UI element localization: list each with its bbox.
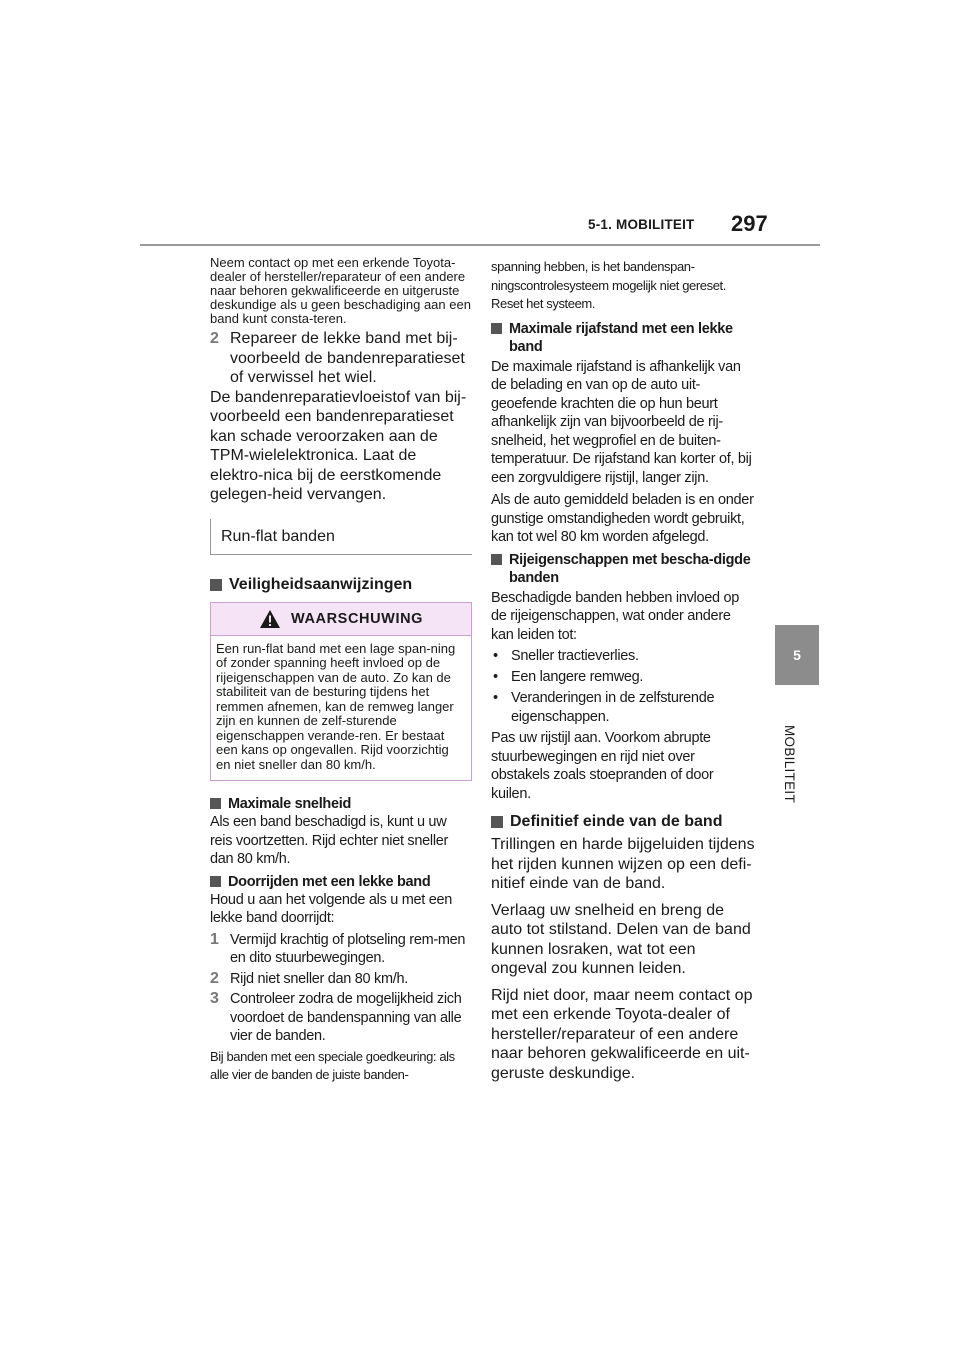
chapter-tab: 5 <box>775 625 819 685</box>
square-bullet-icon <box>210 579 222 591</box>
safety-heading <box>210 575 472 595</box>
step-text: Rijd niet sneller dan 80 km/h. <box>230 970 408 987</box>
step-number: 1 <box>210 930 219 948</box>
runflat-section-box <box>210 519 472 555</box>
bullet-dot-icon: • <box>493 648 498 664</box>
continue-heading-text: Doorrijden met een lekke band <box>228 873 431 890</box>
step-number: 2 <box>210 330 219 347</box>
step-number: 3 <box>210 990 219 1007</box>
step-item <box>210 931 472 968</box>
continue-text: Houd u aan het volgende als u met een lekke band doorrijdt: <box>210 891 453 926</box>
note-continuation: spanning hebben, is het bandenspan-ningscontrolesysteem mogelijk niet gereset. Reset het systeem. <box>491 259 726 311</box>
step-text: Vermijd krachtig of plotseling rem-men en dito stuurbewegingen. <box>230 931 466 966</box>
square-bullet-icon <box>210 876 221 887</box>
bullet-dot-icon: • <box>493 669 498 685</box>
max-speed-text: Als een band beschadigd is, kunt u uw reis voortzetten. Rijd echter niet sneller dan 80 km/h. <box>210 814 449 867</box>
square-bullet-icon <box>491 816 503 828</box>
note-text: Bij banden met een speciale goedkeuring: als alle vier de banden de juiste banden- <box>210 1048 455 1082</box>
warning-header <box>211 603 471 636</box>
range-text-2: Als de auto gemiddeld beladen is en onder gunstige omstandigheden wordt gebruikt, kan tot wel 80 km worden afgelegd. <box>491 492 754 545</box>
step-text: Repareer de lekke band met bij-voorbeeld de bandenreparatieset of verwissel het wiel. <box>230 330 465 386</box>
handling-heading-text: Rijeigenschappen met bescha-digde banden <box>509 551 751 586</box>
handling-heading <box>491 551 755 587</box>
max-speed-heading-text: Maximale snelheid <box>228 796 352 812</box>
warning-box <box>210 602 472 782</box>
handling-text: Beschadigde banden hebben invloed op de rijeigenschappen, wat onder andere kan leiden tot: <box>491 589 740 643</box>
list-item-text: Sneller tractieverlies. <box>511 648 639 664</box>
square-bullet-icon <box>491 554 502 565</box>
continue-heading <box>210 873 472 891</box>
repair-fluid-paragraph: De bandenreparatievloeistof van bij-voorbeeld een bandenreparatieset kan schade veroorzaken aan de TPM-wielelektronica. Laat de elektro-nica bij de eerstkomende gelegen-heid vervangen. <box>210 388 467 503</box>
step-item <box>210 990 472 1046</box>
end-heading-text: Definitief einde van de band <box>510 813 723 830</box>
step-text: Controleer zodra de mogelijkheid zich voordoet de bandenspanning van alle vier de banden. <box>230 991 462 1044</box>
end-text-1: Trillingen en harde bijgeluiden tijdens het rijden kunnen wijzen op een defi-nitief einde van de band. <box>491 836 755 892</box>
end-text-3: Rijd niet door, maar neem contact op met een erkende Toyota-dealer of hersteller/reparateur of een andere naar behoren gekwalificeerde en uit-geruste deskundige. <box>491 986 753 1082</box>
chapter-side-label: MOBILITEIT <box>782 725 797 804</box>
list-item <box>491 689 755 727</box>
warning-triangle-icon <box>259 609 281 629</box>
end-heading <box>491 812 755 832</box>
left-column <box>210 256 472 1084</box>
bullet-dot-icon: • <box>493 690 498 706</box>
step-item <box>210 970 472 989</box>
max-speed-heading <box>210 795 472 813</box>
page-number: 297 <box>731 211 768 236</box>
effects-list <box>491 647 755 727</box>
square-bullet-icon <box>210 798 221 809</box>
end-text-2: Verlaag uw snelheid en breng de auto tot stilstand. Delen van de band kunnen losraken, wat tot een ongeval zou kunnen leiden. <box>491 901 751 977</box>
list-item-text: Veranderingen in de zelfsturende eigenschappen. <box>511 690 715 725</box>
header-divider <box>140 244 820 246</box>
list-item-text: Een langere remweg. <box>511 669 644 685</box>
safety-heading-text: Veiligheidsaanwijzingen <box>229 575 413 593</box>
list-item <box>491 668 755 687</box>
square-bullet-icon <box>491 323 502 334</box>
warning-text: Een run-flat band met een lage span-ning of zonder spanning heeft invloed op de rijeigenschappen van de auto. Zo kan de stabiliteit van de besturing tijdens het remmen afnemen, kan de remweg langer zijn en kunnen de zelf-sturende eigenschappen verande-ren. Er bestaat een kans op ongevallen. Rijd voorzichtig en niet sneller dan 80 km/h. <box>216 640 456 772</box>
right-column <box>491 258 755 1083</box>
runflat-title: Run-flat banden <box>221 527 335 545</box>
section-title: 5-1. MOBILITEIT <box>588 217 695 232</box>
range-text: De maximale rijafstand is afhankelijk van de belading en van op de auto uit-geoefende krachten die op hun beurt afhankelijk zijn van bijvoorbeeld de rij-snelheid, het wegprofiel en de buiten-temperatuur. De rijafstand kan korter of, bij een zorgvuldigere rijstijl, langer zijn. <box>491 358 752 486</box>
step-item <box>210 329 472 388</box>
range-heading <box>491 320 755 356</box>
step-number: 2 <box>210 969 219 987</box>
list-item <box>491 647 755 666</box>
warning-title: WAARSCHUWING <box>290 610 424 627</box>
handling-advice: Pas uw rijstijl aan. Voorkom abrupte stuurbewegingen en rijd niet over obstakels zoals stoepranden of door kuilen. <box>491 730 714 802</box>
range-heading-text: Maximale rijafstand met een lekke band <box>509 320 733 355</box>
intro-paragraph: Neem contact op met een erkende Toyota-dealer of hersteller/reparateur of een andere naar behoren gekwalificeerde en uitgeruste deskundige als u geen beschadiging aan een band kunt consta-teren. <box>210 255 471 326</box>
